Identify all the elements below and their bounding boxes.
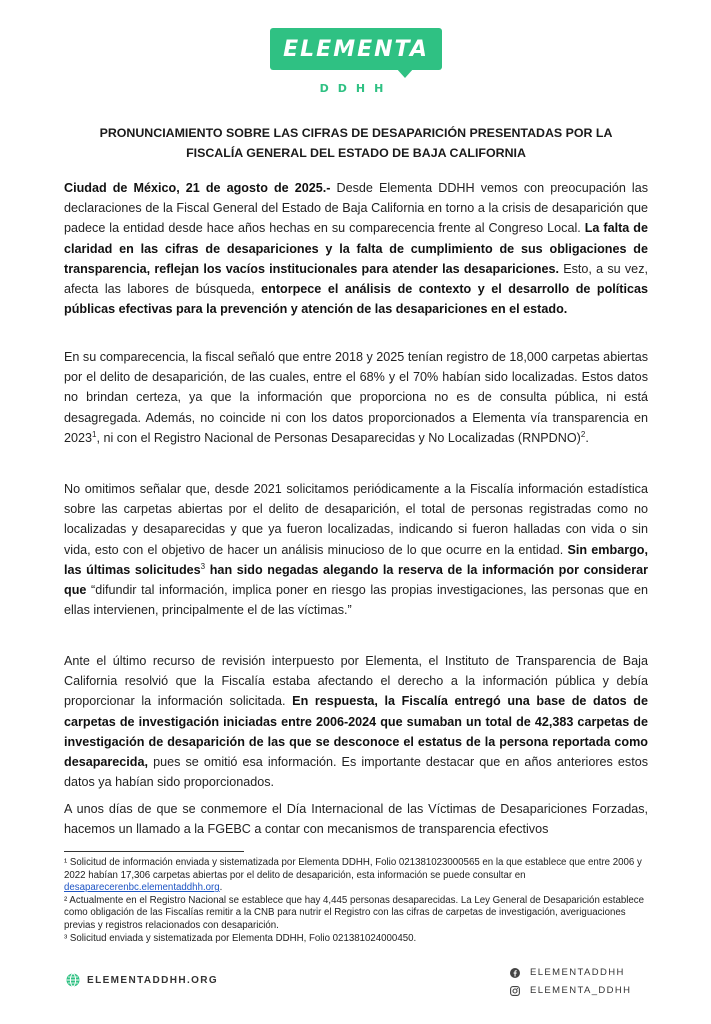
footnote-ref: 1 [92,429,97,439]
paragraph-1 [64,178,648,319]
elementa-logo [270,28,442,100]
bold-text-run: han sido negadas alegando la reserva de la información por considerar que [64,562,648,598]
text-run: A unos días de que se conmemore el Día Internacional de las Víctimas de Desapariciones Forzadas, hacemos un llamado a la FGEBC a contar con mecanismos de transparencia efectivos [64,802,648,837]
facebook-link[interactable] [510,964,631,982]
text-run: No omitimos señalar que, desde 2021 solicitamos periódicamente a la Fiscalía información estadística sobre las carpetas abiertas por el delito de desaparición, el total de personas registradas como no localizadas y desaparecidas y que ya fueron localizadas, indicando si fueron halladas con vida o sin vida, esto con el objetivo de hacer un análisis minucioso de lo que ocurre en la entidad. [64,482,648,557]
text-run: , ni con el Registro Nacional de Personas Desaparecidas y No Localizadas (RNPDNO) [96,430,581,445]
text-run: Desde Elementa DDHH vemos con preocupación las declaraciones de la Fiscal General del Estado de Baja California en torno a la crisis de desaparición que padece la entidad desde hace años hechas en su comparecencia frente al Congreso Local. [64,181,649,236]
paragraph-4 [64,651,648,792]
instagram-link[interactable] [510,982,631,1000]
bold-text-run: La falta de claridad en las cifras de desapariciones y la falta de cumplimiento de sus obligaciones de transparencia, reflejan los vacíos institucionales para atender las desapariciones. [64,221,648,276]
footnote-1-end: . [219,882,223,894]
footnote-3: ³ Solicitud enviada y sistematizada por Elementa DDHH, Folio 021381024000450. [64,932,417,944]
text-run: pues se omitió esa información. Es importante destacar que en años anteriores estos datos ya habían sido proporcionados. [64,755,648,790]
bold-text-run: Ciudad de México, 21 de agosto de 2025.- [64,181,331,195]
document-title: PRONUNCIAMIENTO SOBRE LAS CIFRAS DE DESAPARICIÓN PRESENTADAS POR LA FISCALÍA GENERAL DEL ESTADO DE BAJA CALIFORNIA [99,126,613,160]
paragraph-3 [64,479,648,620]
footnote-ref: 2 [580,429,586,439]
footnote-divider [64,851,244,852]
facebook-icon [510,968,520,978]
facebook-handle: ELEMENTADDHH [530,967,625,978]
paragraph-5 [64,799,648,839]
text-run: Ante el último recurso de revisión interpuesto por Elementa, el Instituto de Transparencia de Baja California resolvió que la Fiscalía estaba afectando el derecho a la información pública y debía proporcionar la información solicitada. [64,654,648,709]
text-run: En su comparecencia, la fiscal señaló que entre 2018 y 2025 tenían registro de 18,000 carpetas abiertas por el delito de desaparición, de las cuales, entre el 68% y el 70% habían sido localizadas. Estos datos no brindan certeza, ya que la información que proporciona no es de consulta pública, ni está desagregada. Además, no coincide ni con los datos proporcionados a Elementa vía transparencia en 2023 [64,350,648,445]
globe-icon [66,973,80,987]
text-run: . [585,430,589,445]
paragraph-2 [64,347,648,448]
bold-text-run: entorpece el análisis de contexto y el desarrollo de políticas públicas efectivas para la prevención y atención de las desapariciones en el estado. [64,282,649,317]
instagram-handle: ELEMENTA_DDHH [530,985,632,996]
footnote-2: ² Actualmente en el Registro Nacional se establece que hay 4,445 personas desaparecidas. La Ley General de Desaparición establece como obligación de las Fiscalías remitir a la CNB para nutrir el Registro con las cifras de carpetas de investigación, averiguaciones previas y registros relacionados con desaparición. [64,894,644,931]
logo-subtext: DDHH [319,82,393,95]
social-links [510,964,631,1000]
footnote-1-text: ¹ Solicitud de información enviada y sistematizada por Elementa DDHH, Folio 021381023000565 en la que establece que entre 2006 y 2022 habían 17,306 carpetas abiertas por el delito de desaparición, esta información se puede consultar en [64,857,642,881]
bold-text-run: En respuesta, la Fiscalía entregó una base de datos de carpetas de investigación iniciadas entre 2006-2024 que sumaban un total de 42,383 carpetas de investigación de desaparición de las que se desconoce el estatus de la persona reportada como desaparecida, [64,694,648,770]
instagram-icon [510,986,520,996]
logo-bubble-tail [396,68,414,78]
footnote-1 [64,857,648,895]
text-run: “difundir tal información, implica poner en riesgo las propias investigaciones, las personas que en ellas intervienen, principalmente el de las víctimas.” [64,583,648,618]
website-text: ELEMENTADDHH.ORG [87,974,219,986]
text-run: Esto, a su vez, afecta las labores de búsqueda, [64,261,648,297]
logo-text: ELEMENTA [283,37,429,62]
footnote-ref: 3 [200,561,206,571]
bold-text-run: Sin embargo, las últimas solicitudes [64,542,648,577]
website-link[interactable] [66,973,218,987]
footnote-1-link[interactable]: desaparecerenbc.elementaddhh.org [64,882,220,894]
footnotes [64,857,648,945]
